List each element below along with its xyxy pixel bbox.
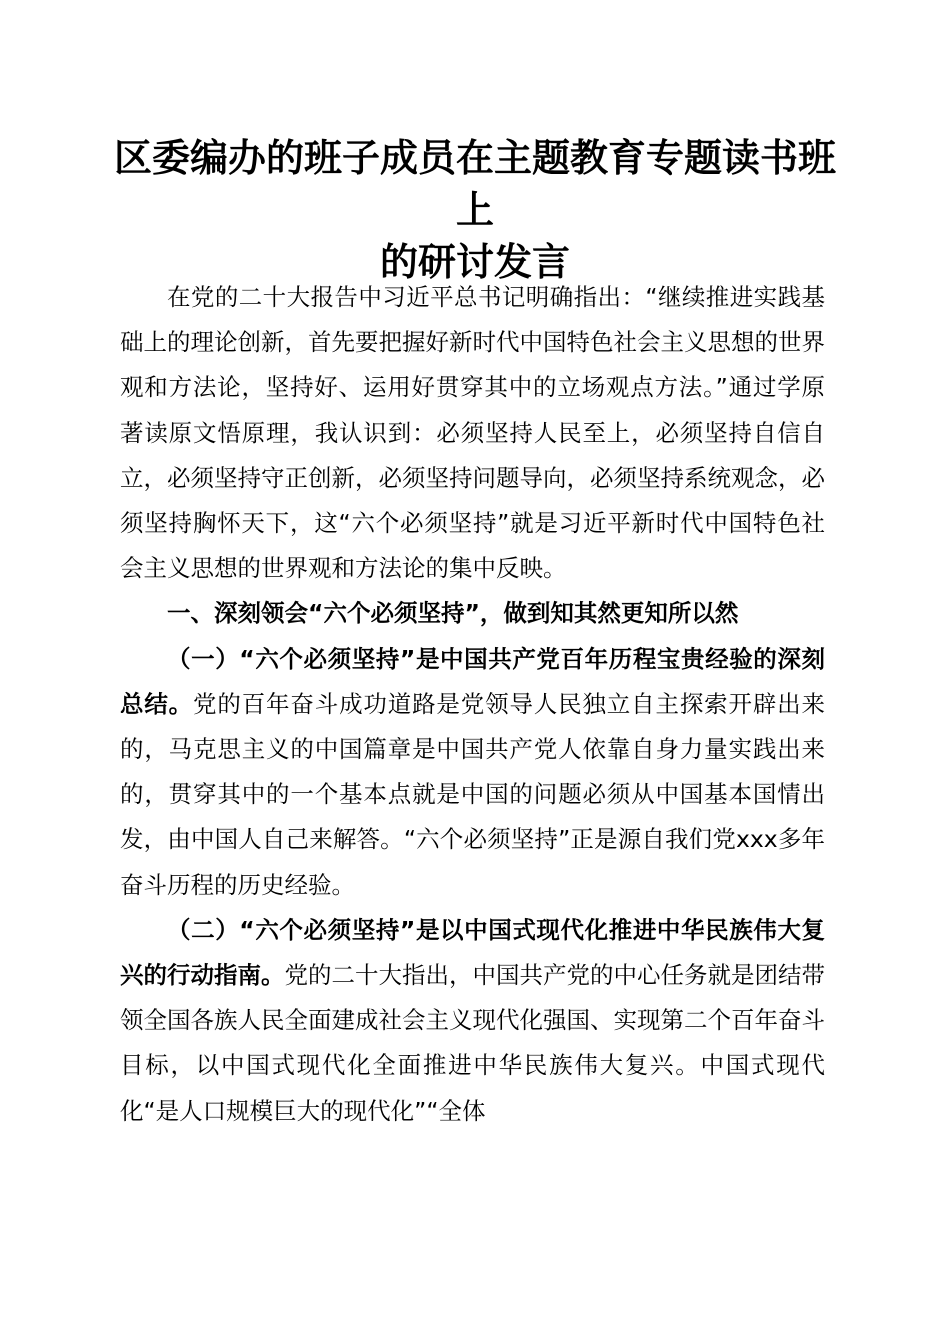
subsection-1-paragraph [120,637,825,908]
title-line-1: 区委编办的班子成员在主题教育专题读书班上 [113,135,836,232]
subsection-1-lead: （一）“六个必须坚持”是中国共产党百年历程宝贵经验的深刻总结。 [120,644,825,718]
subsection-2-text: 党的二十大指出，中国共产党的中心任务就是团结带领全国各族人民全面建成社会主义现代化强国、实现第二个百年奋斗目标，以中国式现代化全面推进中华民族伟大复兴。中国式现代化“是人口规模巨大的现代化”“全体 [120,961,825,1125]
subsection-2-lead: （二）“六个必须坚持”是以中国式现代化推进中华民族伟大复兴的行动指南。 [120,915,825,990]
document-body [120,275,825,1134]
title-line-2: 的研讨发言 [379,239,570,284]
intro-paragraph: 在党的二十大报告中习近平总书记明确指出：“继续推进实践基础上的理论创新，首先要把握好新时代中国特色社会主义思想的世界观和方法论，坚持好、运用好贯穿其中的立场观点方法。”通过学原著读原文悟原理，我认识到：必须坚持人民至上，必须坚持自信自立，必须坚持守正创新，必须坚持问题导向，必须坚持系统观念，必须坚持胸怀天下，这“六个必须坚持”就是习近平新时代中国特色社会主义思想的世界观和方法论的集中反映。 [120,283,825,583]
subsection-1-text: 党的百年奋斗成功道路是党领导人民独立自主探索开辟出来的，马克思主义的中国篇章是中国共产党人依靠自身力量实践出来的，贯穿其中的一个基本点就是中国的问题必须从中国基本国情出发，由中国人自己来解答。“六个必须坚持”正是源自我们党xxx多年奋斗历程的历史经验。 [120,689,826,899]
subsection-2-paragraph [120,908,825,1134]
section-heading-1: 一、深刻领会“六个必须坚持”，做到知其然更知所以然 [167,599,739,628]
document-title [100,132,850,288]
